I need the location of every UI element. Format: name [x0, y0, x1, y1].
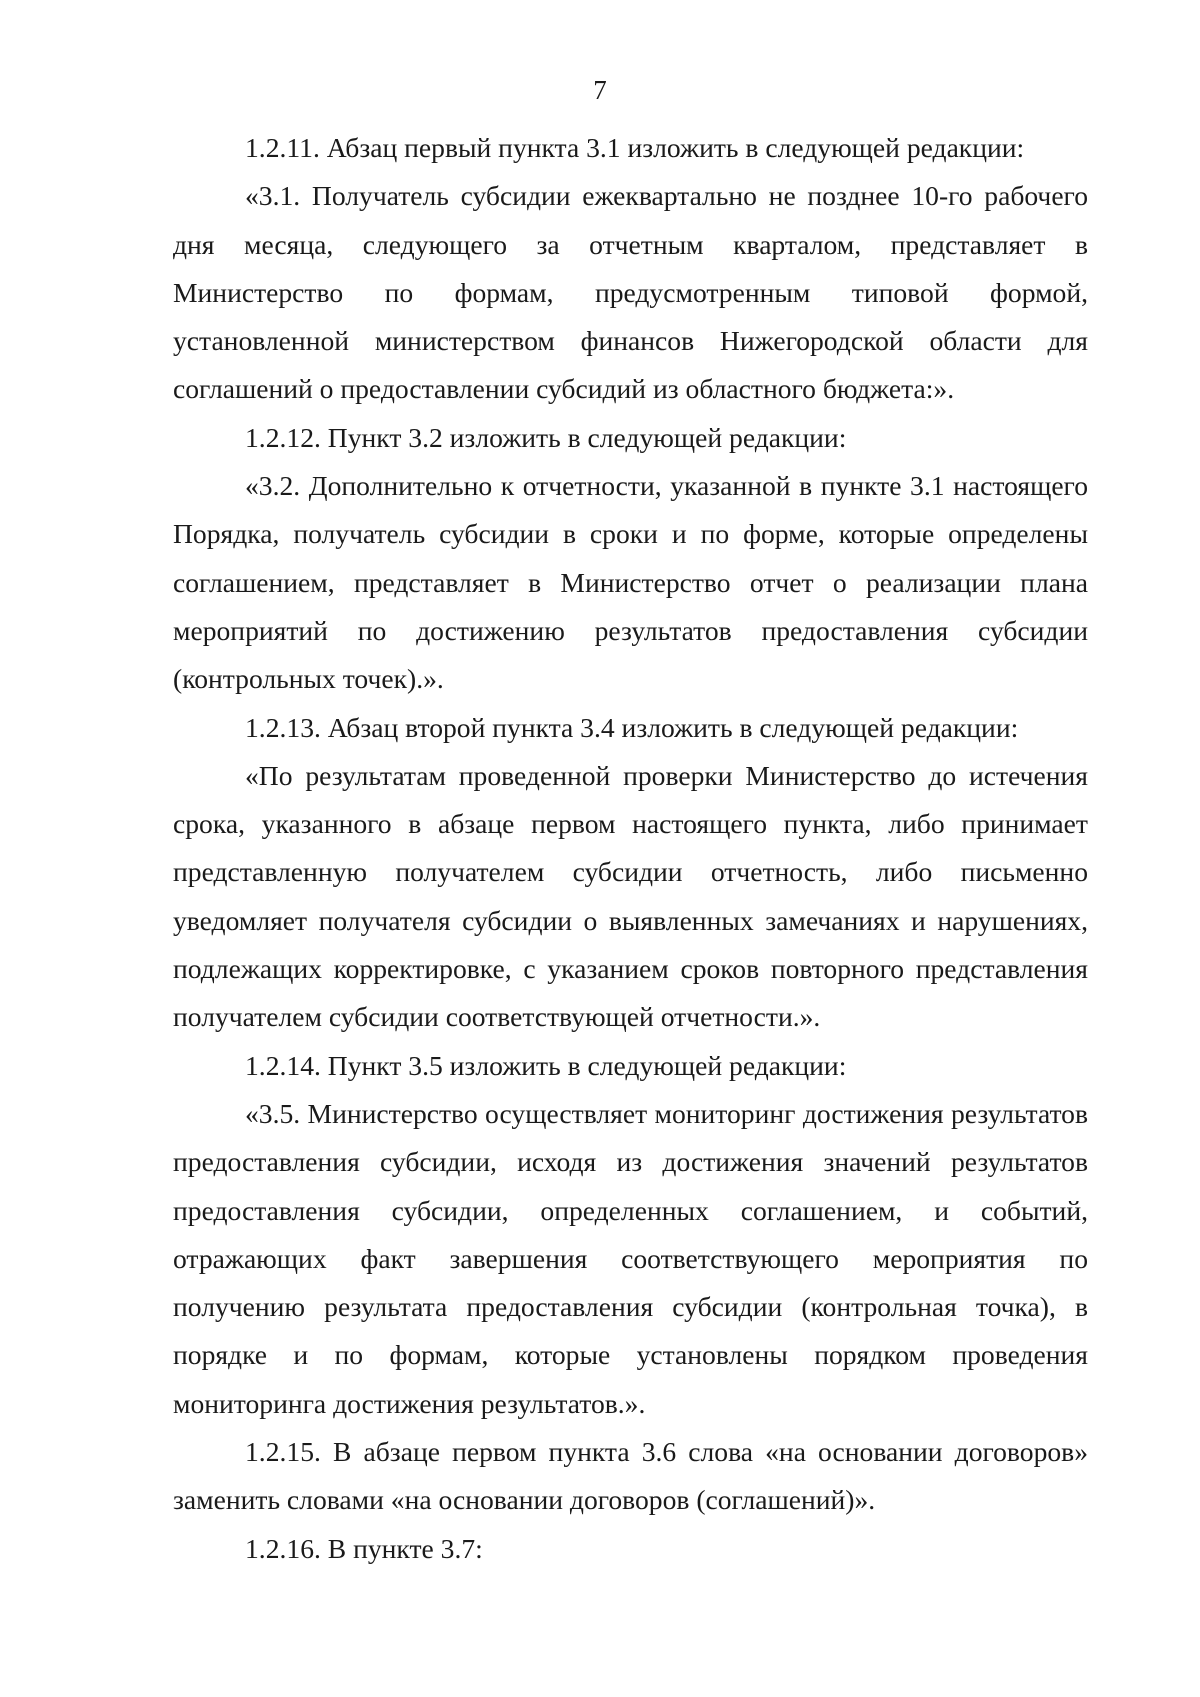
paragraph-quote-3-4: «По результатам проведенной проверки Министерство до истечения срока, указанного в абзаце первом настоящего пункта, либо принимает представленную получателем субсидии отчетность, либо письменно уведомляет получателя субсидии о выявленных замечаниях и нарушениях, подлежащих корректировке, с указанием сроков повторного представления получателем субсидии соответствующей отчетности.».: [173, 759, 1088, 1033]
document-body: [173, 124, 1088, 1573]
paragraph-1-2-14: 1.2.14. Пункт 3.5 изложить в следующей редакции:: [245, 1049, 847, 1081]
paragraph-quote-3-5: «3.5. Министерство осуществляет мониторинг достижения результатов предоставления субсидии, исходя из достижения значений результатов предоставления субсидии, определенных соглашением, и событий, отражающих факт завершения соответствующего мероприятия по получению результата предоставления субсидии (контрольная точка), в порядке и по формам, которые установлены порядком проведения мониторинга достижения результатов.».: [173, 1097, 1088, 1419]
paragraph-1-2-13: 1.2.13. Абзац второй пункта 3.4 изложить в следующей редакции:: [245, 711, 1019, 743]
paragraph-quote-3-1: «3.1. Получатель субсидии ежеквартально не позднее 10-го рабочего дня месяца, следующего за отчетным кварталом, представляет в Министерство по формам, предусмотренным типовой формой, установленной министерством финансов Нижегородской области для соглашений о предоставлении субсидий из областного бюджета:».: [173, 180, 1088, 405]
paragraph-quote-3-2: «3.2. Дополнительно к отчетности, указанной в пункте 3.1 настоящего Порядка, получатель субсидии в сроки и по форме, которые определены соглашением, представляет в Министерство отчет о реализации плана мероприятий по достижению результатов предоставления субсидии (контрольных точек).».: [173, 470, 1088, 695]
paragraph-1-2-16: 1.2.16. В пункте 3.7:: [245, 1532, 483, 1564]
paragraph-1-2-12: 1.2.12. Пункт 3.2 изложить в следующей редакции:: [245, 421, 847, 453]
page-number: 7: [593, 75, 607, 105]
paragraph-1-2-11: 1.2.11. Абзац первый пункта 3.1 изложить в следующей редакции:: [245, 132, 1025, 163]
paragraph-1-2-15: 1.2.15. В абзаце первом пункта 3.6 слова «на основании договоров» заменить словами «на основании договоров (соглашений)».: [173, 1436, 1088, 1516]
